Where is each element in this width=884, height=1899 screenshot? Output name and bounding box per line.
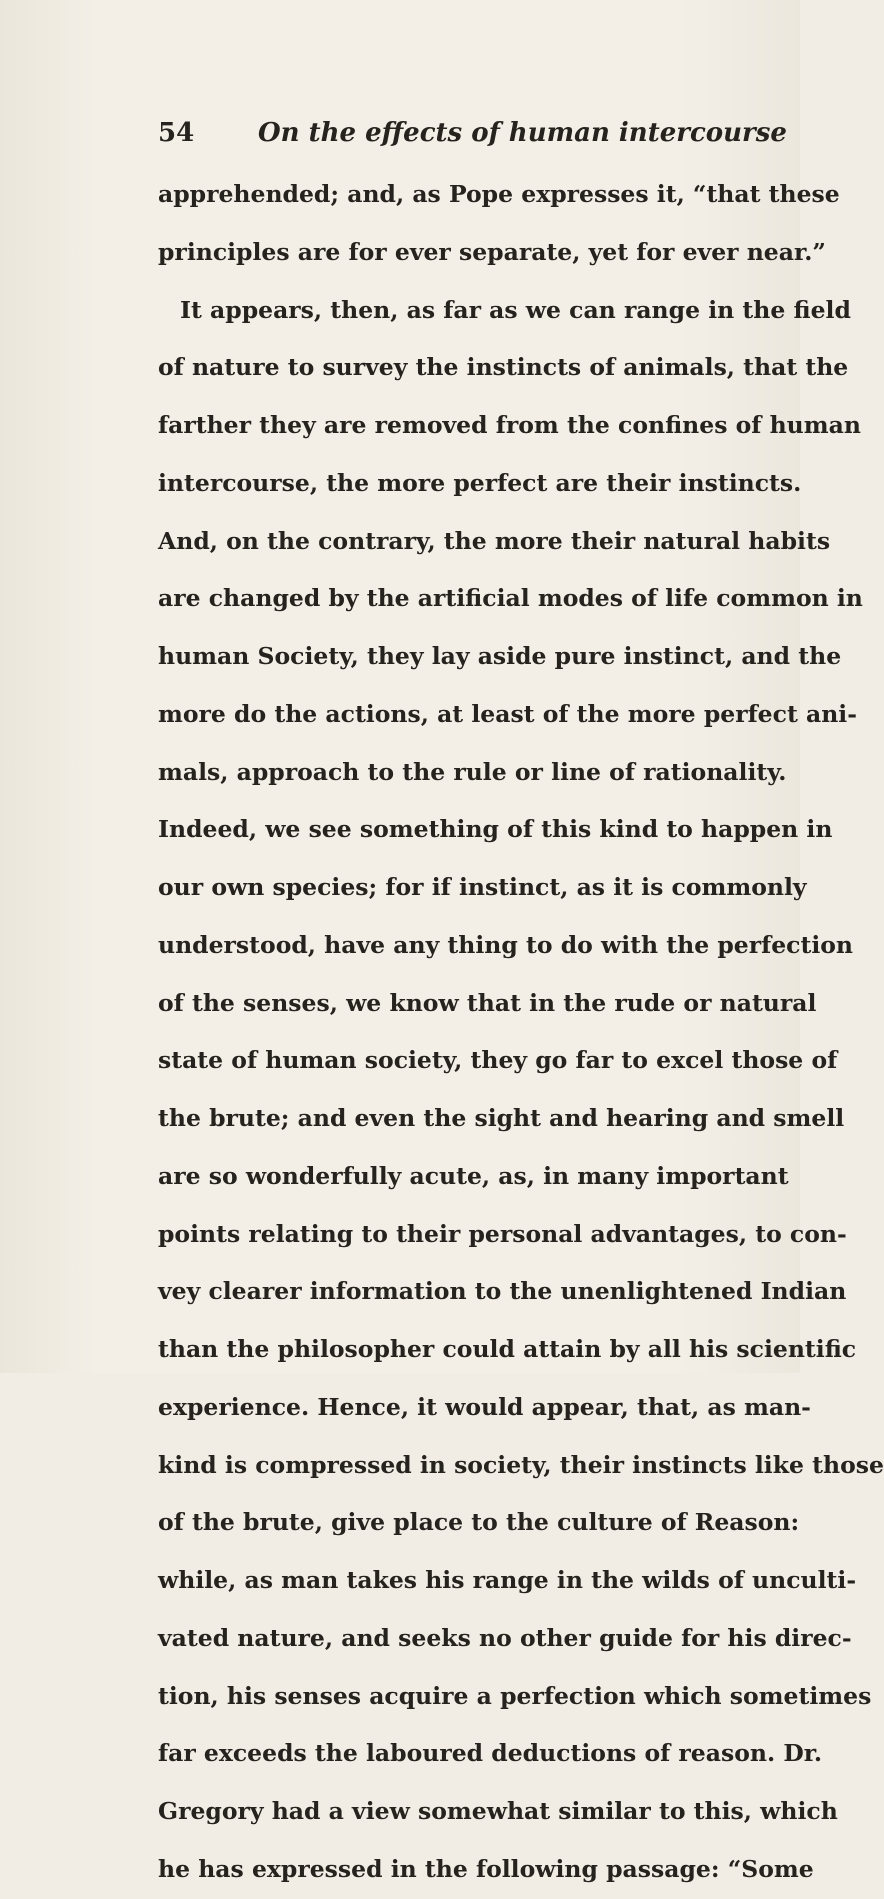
text-line: of the senses, we know that in the rude or natural [158,988,817,1017]
body-text [158,166,884,1899]
text-line: intercourse, the more perfect are their instincts. [158,468,802,497]
text-line: kind is compressed in society, their instincts like those [158,1450,884,1479]
text-line: Indeed, we see something of this kind to happen in [158,815,833,844]
text-line: It appears, then, as far as we can range in the field [180,295,851,324]
text-line: the brute; and even the sight and hearing and smell [158,1104,845,1132]
text-line: apprehended; and, as Pope expresses it, “that these [158,180,840,208]
page-number: 54 [158,118,195,148]
running-title: On the effects of human intercourse [258,118,787,148]
text-line: Gregory had a view somewhat similar to this, which [158,1797,838,1825]
text-line: points relating to their personal advantages, to con- [158,1219,847,1248]
text-line: tion, his senses acquire a perfection which sometimes [158,1681,872,1710]
text-line: are so wonderfully acute, as, in many important [158,1161,789,1190]
text-line: vey clearer information to the unenlightened Indian [158,1277,847,1306]
text-line: are changed by the artificial modes of life common in [158,584,863,613]
text-line: And, on the contrary, the more their natural habits [158,526,831,555]
page-header [158,118,787,158]
text-line: than the philosopher could attain by all his scientific [158,1335,857,1363]
text-line: our own species; for if instinct, as it is commonly [158,873,807,901]
text-line: vated nature, and seeks no other guide for his direc- [158,1623,852,1652]
text-line: far exceeds the laboured deductions of reason. Dr. [158,1739,823,1768]
text-line: more do the actions, at least of the more perfect ani- [158,699,857,728]
text-line: experience. Hence, it would appear, that, as man- [158,1392,811,1421]
text-line: principles are for ever separate, yet for ever near.” [158,237,826,266]
text-line: of the brute, give place to the culture of Reason: [158,1508,800,1537]
text-line: mals, approach to the rule or line of rationality. [158,757,787,786]
text-line: human Society, they lay aside pure instinct, and the [158,642,842,670]
text-line: farther they are removed from the confines of human [158,411,861,439]
text-line: understood, have any thing to do with the perfection [158,930,854,959]
text-line: of nature to survey the instincts of animals, that the [158,353,849,382]
text-line: while, as man takes his range in the wilds of unculti- [158,1566,857,1594]
text-line: state of human society, they go far to excel those of [158,1046,838,1075]
text-line: he has expressed in the following passage: “Some [158,1854,814,1883]
